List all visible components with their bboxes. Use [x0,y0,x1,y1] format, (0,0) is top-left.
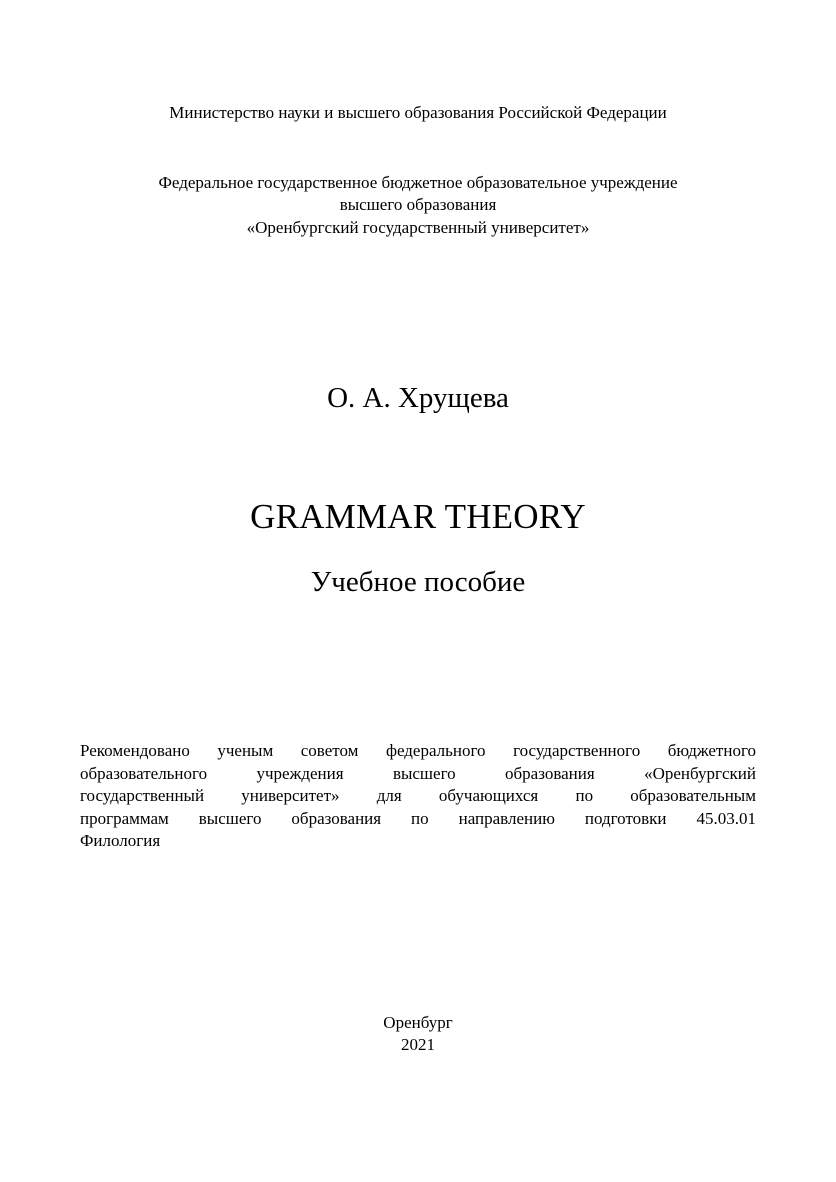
institution-line-1: Федеральное государственное бюджетное образовательное учреждение [158,173,678,192]
book-subtitle: Учебное пособие [310,566,526,598]
institution-line-2: высшего образования [339,195,497,214]
ministry-line: Министерство науки и высшего образования Российской Федерации [169,103,667,122]
recommendation-line-3: государственный университет» для обучающихся по образовательным [80,786,756,805]
publication-city: Оренбург [383,1013,453,1032]
recommendation-line-2: образовательного учреждения высшего образования «Оренбургский [80,763,756,783]
recommendation-line-4: программам высшего образования по направлению подготовки 45.03.01 [80,808,756,828]
author-name: О. А. Хрущева [327,382,509,414]
recommendation-line-5: Филология [80,831,161,850]
publication-year: 2021 [401,1035,435,1054]
recommendation-paragraph [80,740,756,853]
institution-line-3: «Оренбургский государственный университет» [246,218,590,237]
recommendation-line-1: Рекомендовано ученым советом федерального государственного бюджетного [80,741,756,760]
book-title: GRAMMAR THEORY [250,497,586,536]
